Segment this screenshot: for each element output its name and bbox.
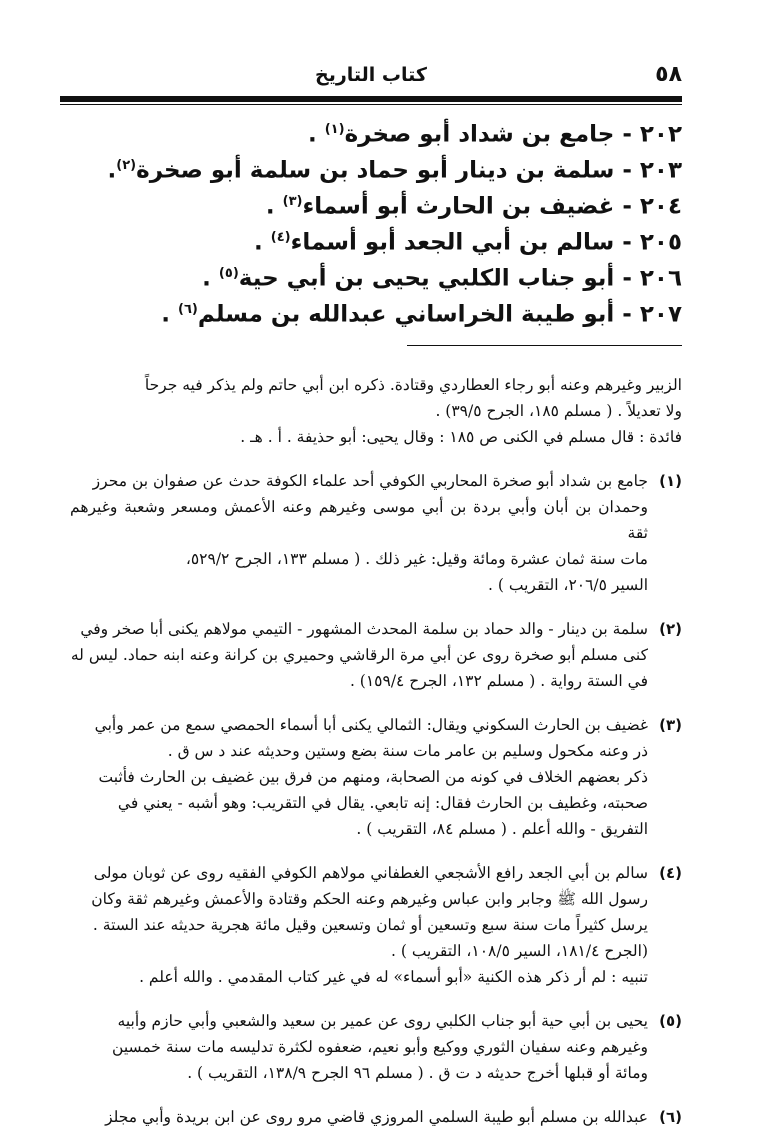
footnote-line: ومائة أو قبلها أخرج حديثه د ت ق . ( مسلم ٩٦ الجرح ١٣٨/٩، التقريب ) . (187, 1064, 648, 1082)
footnote-line: ولا تعديلاً . ( مسلم ١٨٥، الجرح ٣٩/٥) . (435, 402, 682, 420)
footnote-line: يرسل كثيراً مات سنة سبع وتسعين أو ثمان وتسعين وقيل مائة هجرية حديثه عند الستة . (92, 916, 648, 934)
footnote-line: غضيف بن الحارث السكوني ويقال: الثمالي يكنى أبا أسماء الحمصي سمع من عمر وأبي (94, 716, 648, 734)
header-rule-thin (60, 104, 682, 105)
footnotes-section (70, 372, 682, 1148)
footnote-line: سلمة بن دينار - والد حماد بن سلمة المحدث المشهور - التيمي مولاهم يكنى أبا صخر وفي (80, 620, 648, 638)
footnote-line: في الستة رواية . ( مسلم ١٣٢، الجرح ١٥٩/٤) . (349, 672, 648, 690)
book-title: كتاب التاريخ (315, 64, 427, 86)
footnote-5 (70, 1008, 682, 1086)
narrator-tail: . (265, 193, 283, 220)
narrator-text: ٢٠٧ - أبو طيبة الخراساني عبدالله بن مسلم (197, 301, 682, 328)
footnote-number: (٤) (659, 864, 682, 882)
footnote-line: يحيى بن أبي حية أبو جناب الكلبي روى عن عمير بن سعيد والشعبي وأبي حازم وأبيه (117, 1012, 648, 1030)
narrator-tail: . (107, 157, 117, 184)
header-rule-thick (60, 96, 682, 102)
narrator-text: ٢٠٥ - سالم بن أبي الجعد أبو أسماء (290, 229, 682, 256)
footnote-line: سالم بن أبي الجعد رافع الأشجعي الغطفاني مولاهم الكوفي الفقيه روى عن ثوبان مولى (93, 864, 648, 882)
narrator-tail: . (307, 121, 325, 148)
footnote-line: جامع بن شداد أبو صخرة المحاربي الكوفي أحد علماء الكوفة حدث عن صفوان بن محرز (92, 472, 648, 490)
footnote-ref[interactable]: (٣) (282, 194, 303, 209)
narrator-entry (100, 220, 682, 256)
narrator-text: ٢٠٢ - جامع بن شداد أبو صخرة (344, 121, 682, 148)
footnote-line: السير ٢٠٦/٥، التقريب ) . (488, 576, 648, 594)
footnote-line: التفريق - والله أعلم . ( مسلم ٨٤، التقريب ) . (356, 820, 648, 838)
footnote-3 (70, 712, 682, 842)
narrator-tail: . (254, 229, 271, 256)
narrator-entry (100, 256, 682, 292)
narrator-entry (100, 184, 682, 220)
footnote-line: رسول الله ﷺ وجابر وابن عباس وغيرهم وعنه الحكم وقتادة والأعمش وغيرهم ثقة وكان (91, 890, 648, 908)
narrator-list (100, 112, 682, 328)
footnote-1 (70, 468, 682, 598)
narrator-text: ٢٠٦ - أبو جناب الكلبي يحيى بن أبي حية (238, 265, 682, 292)
narrator-entry (100, 112, 682, 148)
footnote-number: (٢) (659, 620, 682, 638)
footnote-ref[interactable]: (٥) (218, 266, 239, 281)
narrator-entry (100, 148, 682, 184)
footnote-continuation (70, 372, 682, 450)
footnote-number: (٣) (659, 716, 682, 734)
narrator-text: ٢٠٣ - سلمة بن دينار أبو حماد بن سلمة أبو صخرة (136, 157, 682, 184)
page-header (60, 62, 682, 98)
footnote-line: وغيرهم وعنه سفيان الثوري ووكيع وأبو نعيم، ضعفوه لكثرة تدليسه مات سنة خمسين (112, 1038, 648, 1056)
footnote-number: (٥) (659, 1012, 682, 1030)
page-number: ٥٨ (655, 62, 682, 87)
footnote-line: ذكر بعضهم الخلاف في كونه من الصحابة، ومنهم من فرق بين غضيف بن الحارث فأثبت (98, 768, 648, 786)
footnote-line: كنى مسلم أبو صخرة روى عن أبي مرة الرقاشي وحميري بن كرانة وعنه ابنه حماد. ليس له (70, 646, 648, 664)
footnote-4 (70, 860, 682, 990)
footnote-ref[interactable]: (١) (324, 122, 345, 137)
footnote-line: مات سنة ثمان عشرة ومائة وقيل: غير ذلك . ( مسلم ١٣٣، الجرح ٥٢٩/٢، (185, 550, 648, 568)
narrator-tail: . (161, 301, 178, 328)
footnote-line: ذر وعنه مكحول وسليم بن عامر مات سنة بضع وستين وحديثه عند د س ق . (167, 742, 648, 760)
footnote-number: (٦) (659, 1108, 682, 1126)
footnote-line: (الجرح ١٨١/٤، السير ١٠٨/٥، التقريب ) . (391, 942, 648, 960)
footnote-separator (407, 345, 682, 346)
footnote-ref[interactable]: (٢) (116, 158, 137, 173)
footnote-ref[interactable]: (٤) (270, 230, 291, 245)
footnote-line: الزبير وغيرهم وعنه أبو رجاء العطاردي وقتادة. ذكره ابن أبي حاتم ولم يذكر فيه جرحاً (144, 376, 682, 394)
footnote-line: عبدالله بن مسلم أبو طيبة السلمي المروزي قاضي مرو روى عن ابن بريدة وأبي مجلز (105, 1108, 648, 1126)
footnote-line: وحمدان بن أبان وأبي بردة بن أبي موسى وغيرهم وعنه الأعمش ومسعر وشعبة وغيرهم ثقة (70, 498, 648, 542)
footnote-line: صحبته، وغطيف بن الحارث فقال: إنه تابعي. يقال في التقريب: وهو أشبه - يعني في (117, 794, 648, 812)
narrator-entry (100, 292, 682, 328)
footnote-ref[interactable]: (٦) (178, 302, 198, 317)
narrator-tail: . (202, 265, 219, 292)
footnote-line: تنبيه : لم أر ذكر هذه الكنية «أبو أسماء» له في غير كتاب المقدمي . والله أعلم . (139, 968, 648, 986)
footnote-number: (١) (659, 472, 682, 490)
footnote-line: فائدة : قال مسلم في الكنى ص ١٨٥ : وقال يحيى: أبو حذيفة . أ . هـ . (240, 428, 682, 446)
narrator-text: ٢٠٤ - غضيف بن الحارث أبو أسماء (302, 193, 682, 220)
footnote-2 (70, 616, 682, 694)
